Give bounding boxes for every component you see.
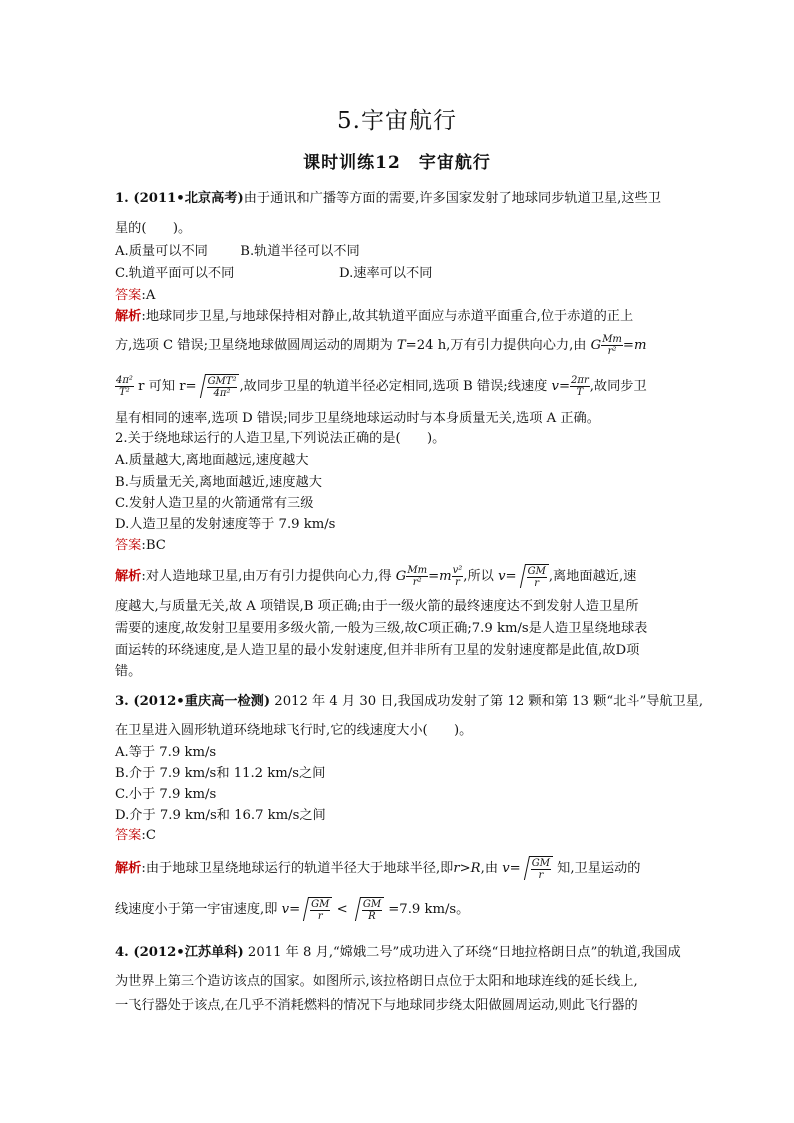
q1-answer-label: 答案 [115, 288, 142, 303]
q1-fraction-den: r² [607, 346, 617, 357]
q2-sqrt-den: r [534, 578, 540, 589]
page-subtitle: 课时训练12 宇宙航行 [303, 153, 491, 173]
q3-option-d: D.介于 7.9 km/s和 16.7 km/s之间 [115, 808, 326, 823]
q1-options-row-1 [115, 243, 360, 261]
q1-symbol-G: G [590, 338, 602, 353]
q4-stem-line-2: 为世界上第三个造访该点的国家。如图所示,该拉格朗日点位于太阳和地球连线的延长线上, [115, 974, 638, 989]
q3-analysis-text-1a: :由于地球卫星绕地球运行的轨道半径大于地球半径,即 [141, 861, 454, 876]
q3-option-c: C.小于 7.9 km/s [115, 787, 217, 802]
q3-analysis-text-1c: 知,卫星运动的 [552, 861, 641, 876]
q3-analysis-text-2a: 线速度小于第一宇宙速度,即 [115, 902, 282, 917]
q1-sqrt-gmt2 [205, 374, 240, 399]
q2-analysis-text-1c: ,离地面越近,速 [548, 569, 637, 584]
q1-symbol-T: T [396, 338, 406, 353]
q3-sqrt-num: GM [531, 858, 550, 869]
q1-option-a: A.质量可以不同 [115, 244, 208, 259]
q2-fraction-mm-r2 [406, 565, 428, 588]
q2-option-a: A.质量越大,离地面越远,速度越大 [115, 453, 309, 468]
q2-frac2-den: r [455, 577, 460, 588]
q2-frac1-den: r² [412, 577, 422, 588]
q1-sqrt-den: 4π² [213, 388, 231, 399]
q1-frac-4pi2-num: 4π² [116, 375, 133, 386]
q3-equals-2: = [289, 902, 301, 917]
q3-sqrt2-den: R [368, 911, 376, 922]
q1-analysis-line-1 [115, 308, 633, 326]
q2-option-c: C.发射人造卫星的火箭通常有三级 [115, 496, 314, 511]
q3-analysis-label: 解析 [115, 861, 142, 876]
q3-less-than: < [332, 902, 352, 917]
q2-answer-value: :BC [141, 538, 166, 553]
q1-options-row-2 [115, 265, 234, 283]
q2-analysis-line-5: 错。 [115, 664, 142, 679]
q2-sqrt-num: GM [527, 566, 546, 577]
q1-frac-4pi2-den: T² [119, 387, 130, 398]
q3-stem-text-1: 2012 年 4 月 30 日,我国成功发射了第 12 颗和第 13 颗“北斗”导航卫星, [270, 694, 704, 709]
q1-stem-line-2: 星的( )。 [115, 221, 192, 236]
q1-symbol-v: v [551, 379, 559, 394]
q1-analysis-text-2c: =m [622, 338, 647, 353]
q2-frac2-num: v² [452, 565, 463, 576]
q3-answer [115, 827, 156, 845]
q3-analysis-text-1b: ,由 [480, 861, 503, 876]
q3-symbol-v: v [502, 861, 510, 876]
q4-source: 4. (2012•江苏单科) [115, 945, 244, 960]
q2-analysis-line-1 [115, 564, 636, 589]
q2-equals: = [505, 569, 517, 584]
q1-analysis-line-4: 星有相同的速率,选项 D 错误;同步卫星绕地球运动时与本身质量无关,选项 A 正确。 [115, 411, 600, 426]
q2-option-d: D.人造卫星的发射速度等于 7.9 km/s [115, 517, 336, 532]
q1-analysis-text-2a: 方,选项 C 错误;卫星绕地球做圆周运动的周期为 [115, 338, 397, 353]
q3-equals: = [509, 861, 521, 876]
q2-answer [115, 537, 166, 555]
q2-analysis-label: 解析 [115, 569, 142, 584]
q1-analysis-label: 解析 [115, 309, 142, 324]
q2-answer-label: 答案 [115, 538, 142, 553]
q2-symbol-v: v [498, 569, 506, 584]
q2-frac1-num: Mm [407, 565, 428, 576]
q1-fraction-num: Mm [602, 334, 622, 345]
q3-option-a: A.等于 7.9 km/s [115, 745, 217, 760]
q3-sqrt-gm-R [360, 897, 384, 922]
q1-answer [115, 287, 155, 305]
q2-symbol-G: G [395, 569, 407, 584]
q1-fraction-2pir-T [570, 375, 590, 398]
q1-equals: = [558, 379, 571, 394]
q1-analysis-text-2b: =24 h,万有引力提供向心力,由 [405, 338, 591, 353]
q3-sqrt-den: r [538, 870, 544, 881]
q1-analysis-text-3a: r 可知 r= [133, 379, 197, 394]
q2-analysis-line-4: 面运转的环绕速度,是人造卫星的最小发射速度,但并非所有卫星的发射速度都是此值,故D项 [115, 643, 640, 658]
q3-answer-label: 答案 [115, 828, 142, 843]
q3-source: 3. (2012•重庆高一检测) [115, 694, 271, 709]
q4-stem-line-1 [115, 944, 681, 962]
q3-option-b: B.介于 7.9 km/s和 11.2 km/s之间 [115, 766, 326, 781]
q1-analysis-line-2 [115, 334, 646, 357]
q1-analysis-text-3c: ,故同步卫 [589, 379, 647, 394]
q3-sqrt1-num: GM [311, 899, 330, 910]
q1-fraction-mm-r2 [601, 334, 623, 357]
q1-stem-text-1: 由于通讯和广播等方面的需要,许多国家发射了地球同步轨道卫星,这些卫 [243, 191, 661, 206]
q3-answer-value: :C [141, 828, 156, 843]
q2-sqrt-gm-r [525, 564, 549, 589]
q2-analysis-text-1b: ,所以 [463, 569, 499, 584]
q3-symbol-v2: v [281, 902, 290, 917]
q1-analysis-line-3 [115, 374, 647, 399]
q3-sqrt1-den: r [317, 911, 323, 922]
q2-equals-m: =m [428, 569, 452, 584]
q1-analysis-text-1: :地球同步卫星,与地球保持相对静止,故其轨道平面应与赤道平面重合,位于赤道的正上 [141, 309, 634, 324]
q3-analysis-line-2 [115, 897, 469, 922]
q3-sqrt2-num: GM [362, 899, 382, 910]
q1-option-d: D.速率可以不同 [339, 266, 433, 281]
q3-analysis-line-1 [115, 856, 640, 881]
q3-sqrt-gm-r-2 [308, 897, 332, 922]
q1-option-c: C.轨道平面可以不同 [115, 266, 235, 281]
q3-inequality: r>R [453, 861, 481, 876]
q1-fraction-4pi2-T2 [115, 375, 134, 398]
q3-stem-line-1 [115, 693, 703, 711]
q2-stem: 2.关于绕地球运行的人造卫星,下列说法正确的是( )。 [115, 431, 446, 446]
q3-stem-line-2: 在卫星进入圆形轨道环绕地球飞行时,它的线速度大小( )。 [115, 723, 473, 738]
q3-sqrt-gm-r [529, 856, 553, 881]
q1-option-b: B.轨道半径可以不同 [240, 244, 360, 259]
q4-stem-text-1: 2011 年 8 月,“嫦娥二号”成功进入了环绕“日地拉格朗日点”的轨道,我国成 [243, 945, 681, 960]
q1-frac-2pir-den: T [576, 387, 584, 398]
q1-analysis-text-3b: ,故同步卫星的轨道半径必定相同,选项 B 错误;线速度 [239, 379, 552, 394]
q1-source: 1. (2011•北京高考) [115, 191, 244, 206]
q2-analysis-line-3: 需要的速度,故发射卫星要用多级火箭,一般为三级,故C项正确;7.9 km/s是人造卫星绕地球表 [115, 621, 648, 636]
q3-analysis-text-2b: =7.9 km/s。 [384, 902, 470, 917]
q2-analysis-line-2: 度越大,与质量无关,故 A 项错误,B 项正确;由于一级火箭的最终速度达不到发射人造卫星所 [115, 599, 639, 614]
q1-answer-value: :A [141, 288, 156, 303]
q2-option-b: B.与质量无关,离地面越近,速度越大 [115, 475, 322, 490]
q1-stem-line-1 [115, 190, 661, 208]
page-title: 5.宇宙航行 [337, 108, 457, 134]
q4-stem-line-3: 一飞行器处于该点,在几乎不消耗燃料的情况下与地球同步绕太阳做圆周运动,则此飞行器的 [115, 998, 638, 1013]
q1-sqrt-num: GMT² [207, 376, 237, 387]
q1-frac-2pir-num: 2πr [571, 375, 589, 386]
q2-analysis-text-1a: :对人造地球卫星,由万有引力提供向心力,得 [141, 569, 396, 584]
q2-fraction-v2-r [452, 565, 464, 588]
